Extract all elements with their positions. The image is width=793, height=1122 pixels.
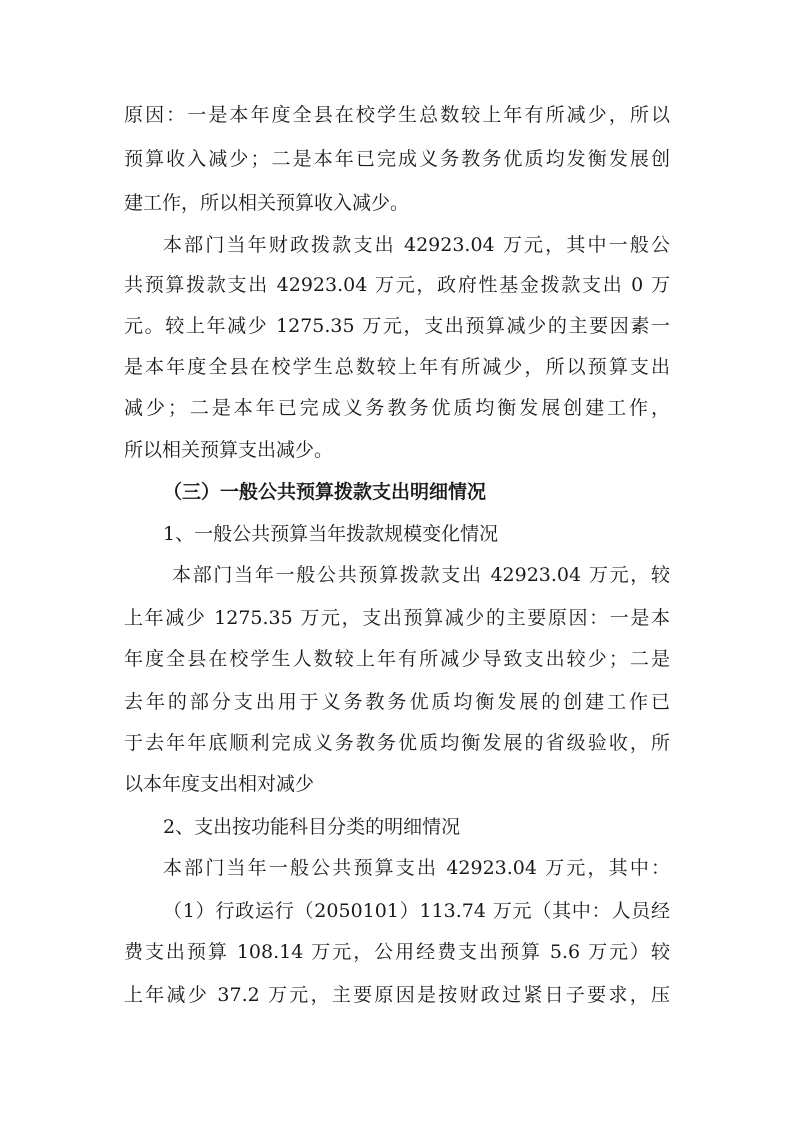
body-text-line: 原因：一是本年度全县在校学生总数较上年有所减少，所以 <box>124 104 670 126</box>
subsection-heading: 1、一般公共预算当年拨款规模变化情况 <box>163 523 499 545</box>
body-text-line: 上年减少 1275.35 万元，支出预算减少的主要原因：一是本 <box>124 607 670 629</box>
body-text-line: 减少；二是本年已完成义务教务优质均衡发展创建工作， <box>124 397 670 419</box>
paragraph-first-line: 本部门当年财政拨款支出 42923.04 万元，其中一般公 <box>163 234 670 256</box>
body-text-line: 上年减少 37.2 万元，主要原因是按财政过紧日子要求，压 <box>124 984 670 1006</box>
body-text-line: 去年的部分支出用于义务教务优质均衡发展的创建工作已 <box>124 691 670 713</box>
body-text-line: 预算收入减少；二是本年已完成义务教务优质均发衡发展创 <box>124 148 670 170</box>
body-text-line: 年度全县在校学生人数较上年有所减少导致支出较少；二是 <box>124 648 670 670</box>
body-text-line: 元。较上年减少 1275.35 万元，支出预算减少的主要因素一 <box>124 315 670 337</box>
section-heading: （三）一般公共预算拨款支出明细情况 <box>163 481 487 503</box>
body-text-line: 费支出预算 108.14 万元，公用经费支出预算 5.6 万元）较 <box>124 941 670 963</box>
body-text-line: 建工作，所以相关预算收入减少。 <box>124 192 410 214</box>
paragraph-first-line: 本部门当年一般公共预算支出 42923.04 万元，其中： <box>163 857 670 879</box>
subsection-heading: 2、支出按功能科目分类的明细情况 <box>163 816 461 838</box>
body-text-line: 是本年度全县在校学生总数较上年有所减少，所以预算支出 <box>124 356 670 378</box>
paragraph-first-line: 本部门当年一般公共预算拨款支出 42923.04 万元，较 <box>172 564 670 586</box>
body-text-line: 以本年度支出相对减少 <box>124 773 315 795</box>
body-text-line: 于去年年底顺利完成义务教务优质均衡发展的省级验收，所 <box>124 732 670 754</box>
body-text-line: 所以相关预算支出减少。 <box>124 439 334 461</box>
body-text-line: 共预算拨款支出 42923.04 万元，政府性基金拨款支出 0 万 <box>124 274 670 296</box>
paragraph-first-line: （1）行政运行（2050101）113.74 万元（其中：人员经 <box>163 900 670 922</box>
